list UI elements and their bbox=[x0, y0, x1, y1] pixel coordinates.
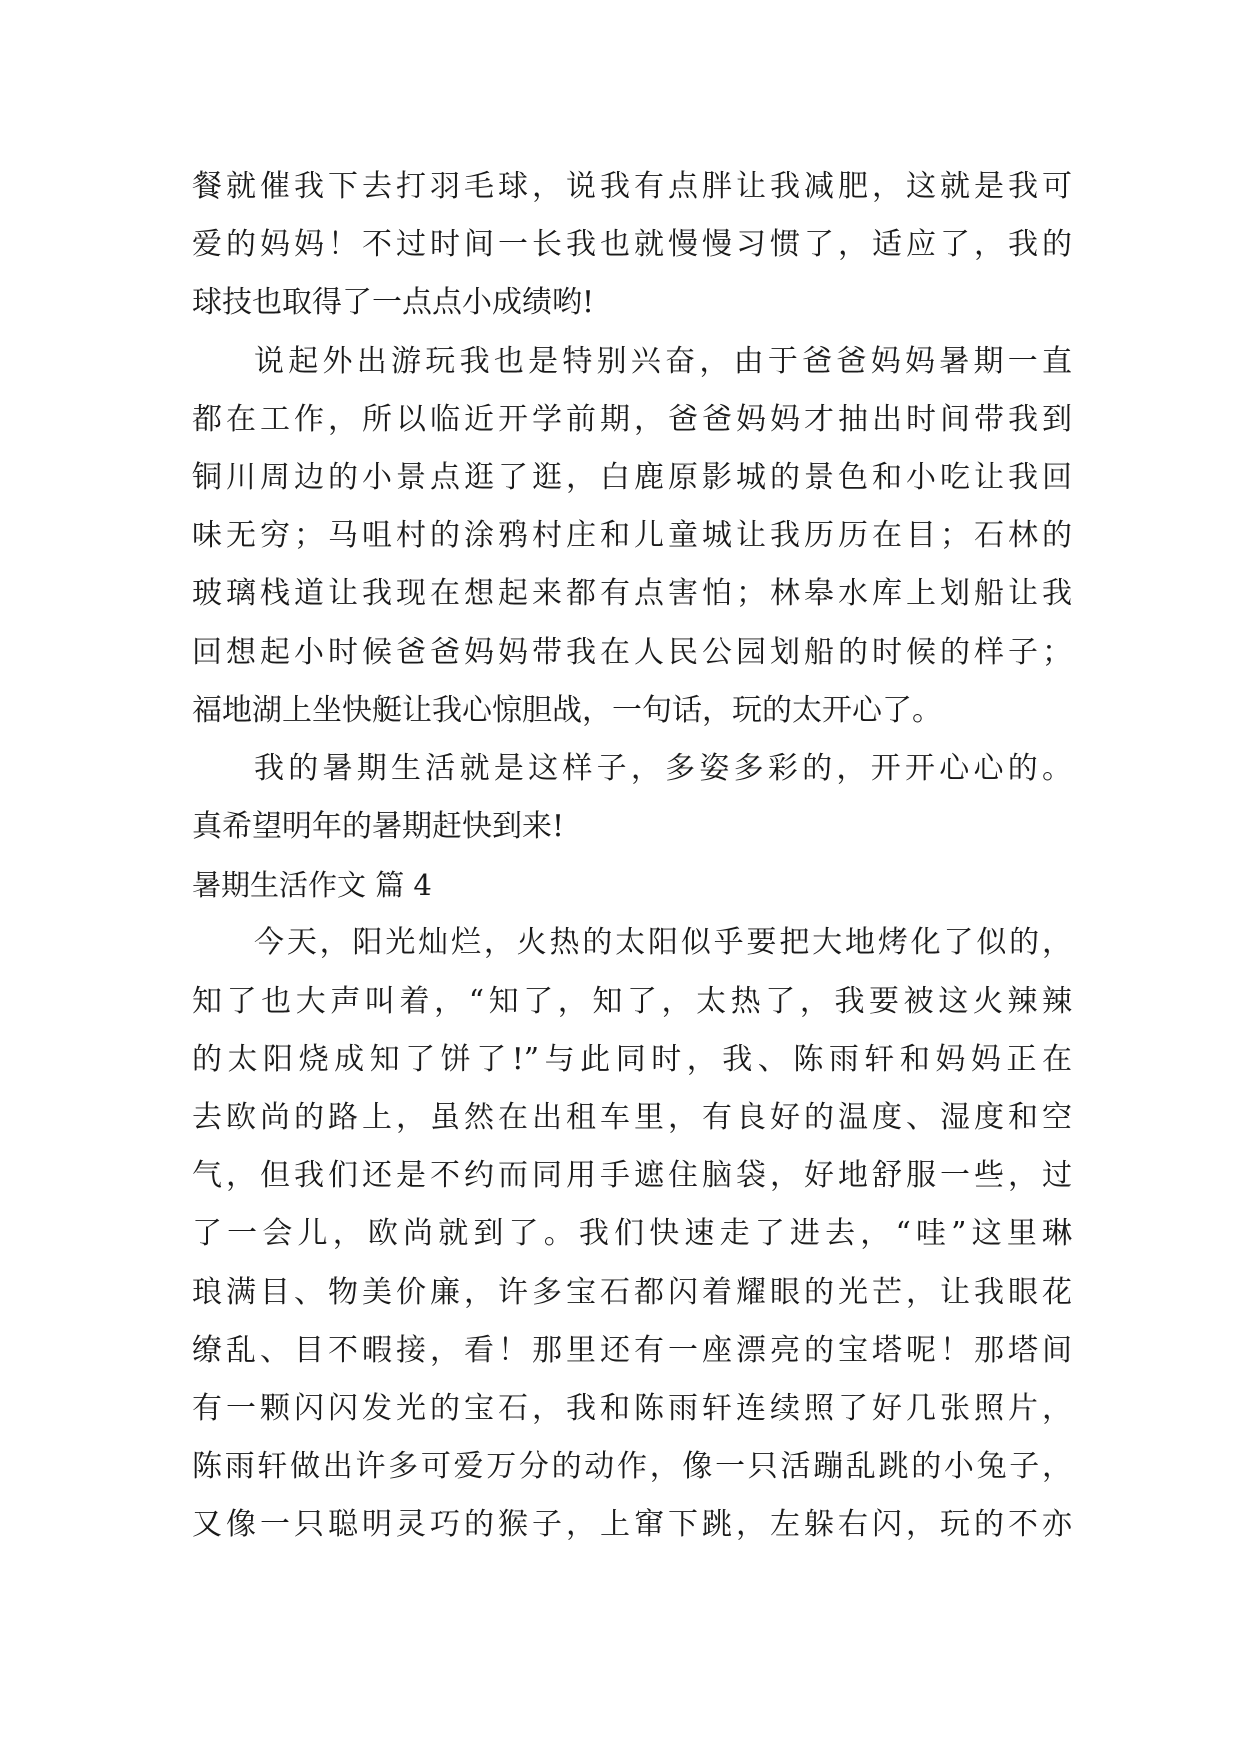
paragraph-first-line: 我的暑期生活就是这样子，多姿多彩的，开开心心的。 bbox=[254, 750, 1072, 786]
text-line: 有一颗闪闪发光的宝石，我和陈雨轩连续照了好几张照片， bbox=[192, 1390, 1072, 1426]
paragraph-first-line: 今天，阳光灿烂，火热的太阳似乎要把大地烤化了似的， bbox=[254, 925, 1072, 961]
text-line: 爱的妈妈！不过时间一长我也就慢慢习惯了，适应了，我的 bbox=[192, 227, 1072, 263]
text-line: 的太阳烧成知了饼了!”与此同时，我、陈雨轩和妈妈正在 bbox=[192, 1041, 1072, 1077]
text-line: 气，但我们还是不约而同用手遮住脑袋，好地舒服一些，过 bbox=[192, 1158, 1072, 1194]
text-line: 陈雨轩做出许多可爱万分的动作，像一只活蹦乱跳的小兔子， bbox=[192, 1449, 1072, 1485]
text-line: 回想起小时候爸爸妈妈带我在人民公园划船的时候的样子； bbox=[192, 634, 1072, 670]
text-line: 玻璃栈道让我现在想起来都有点害怕；林皋水库上划船让我 bbox=[192, 576, 1072, 612]
text-line: 真希望明年的暑期赶快到来! bbox=[192, 809, 565, 845]
text-line: 去欧尚的路上，虽然在出租车里，有良好的温度、湿度和空 bbox=[192, 1100, 1072, 1135]
text-line: 知了也大声叫着，“知了，知了，太热了，我要被这火辣辣 bbox=[192, 983, 1072, 1019]
text-line: 餐就催我下去打羽毛球，说我有点胖让我减肥，这就是我可 bbox=[192, 169, 1072, 204]
essay-body bbox=[192, 158, 1072, 1555]
text-line: 琅满目、物美价廉，许多宝石都闪着耀眼的光芒，让我眼花 bbox=[192, 1274, 1072, 1310]
section-heading: 暑期生活作文 篇 4 bbox=[192, 868, 432, 903]
text-line: 缭乱、目不暇接，看！那里还有一座漂亮的宝塔呢！那塔间 bbox=[192, 1332, 1072, 1368]
paragraph-first-line: 说起外出游玩我也是特别兴奋，由于爸爸妈妈暑期一直 bbox=[254, 343, 1072, 379]
text-line: 了一会儿，欧尚就到了。我们快速走了进去，“哇”这里琳 bbox=[192, 1216, 1072, 1252]
text-line: 又像一只聪明灵巧的猴子，上窜下跳，左躲右闪，玩的不亦 bbox=[192, 1507, 1072, 1543]
text-line: 铜川周边的小景点逛了逛，白鹿原影城的景色和小吃让我回 bbox=[192, 459, 1072, 495]
text-line: 球技也取得了一点点小成绩哟! bbox=[192, 285, 595, 321]
text-line: 味无穷；马咀村的涂鸦村庄和儿童城让我历历在目；石林的 bbox=[192, 518, 1072, 554]
text-line: 福地湖上坐快艇让我心惊胆战，一句话，玩的太开心了。 bbox=[192, 692, 942, 728]
text-line: 都在工作，所以临近开学前期，爸爸妈妈才抽出时间带我到 bbox=[192, 401, 1072, 437]
